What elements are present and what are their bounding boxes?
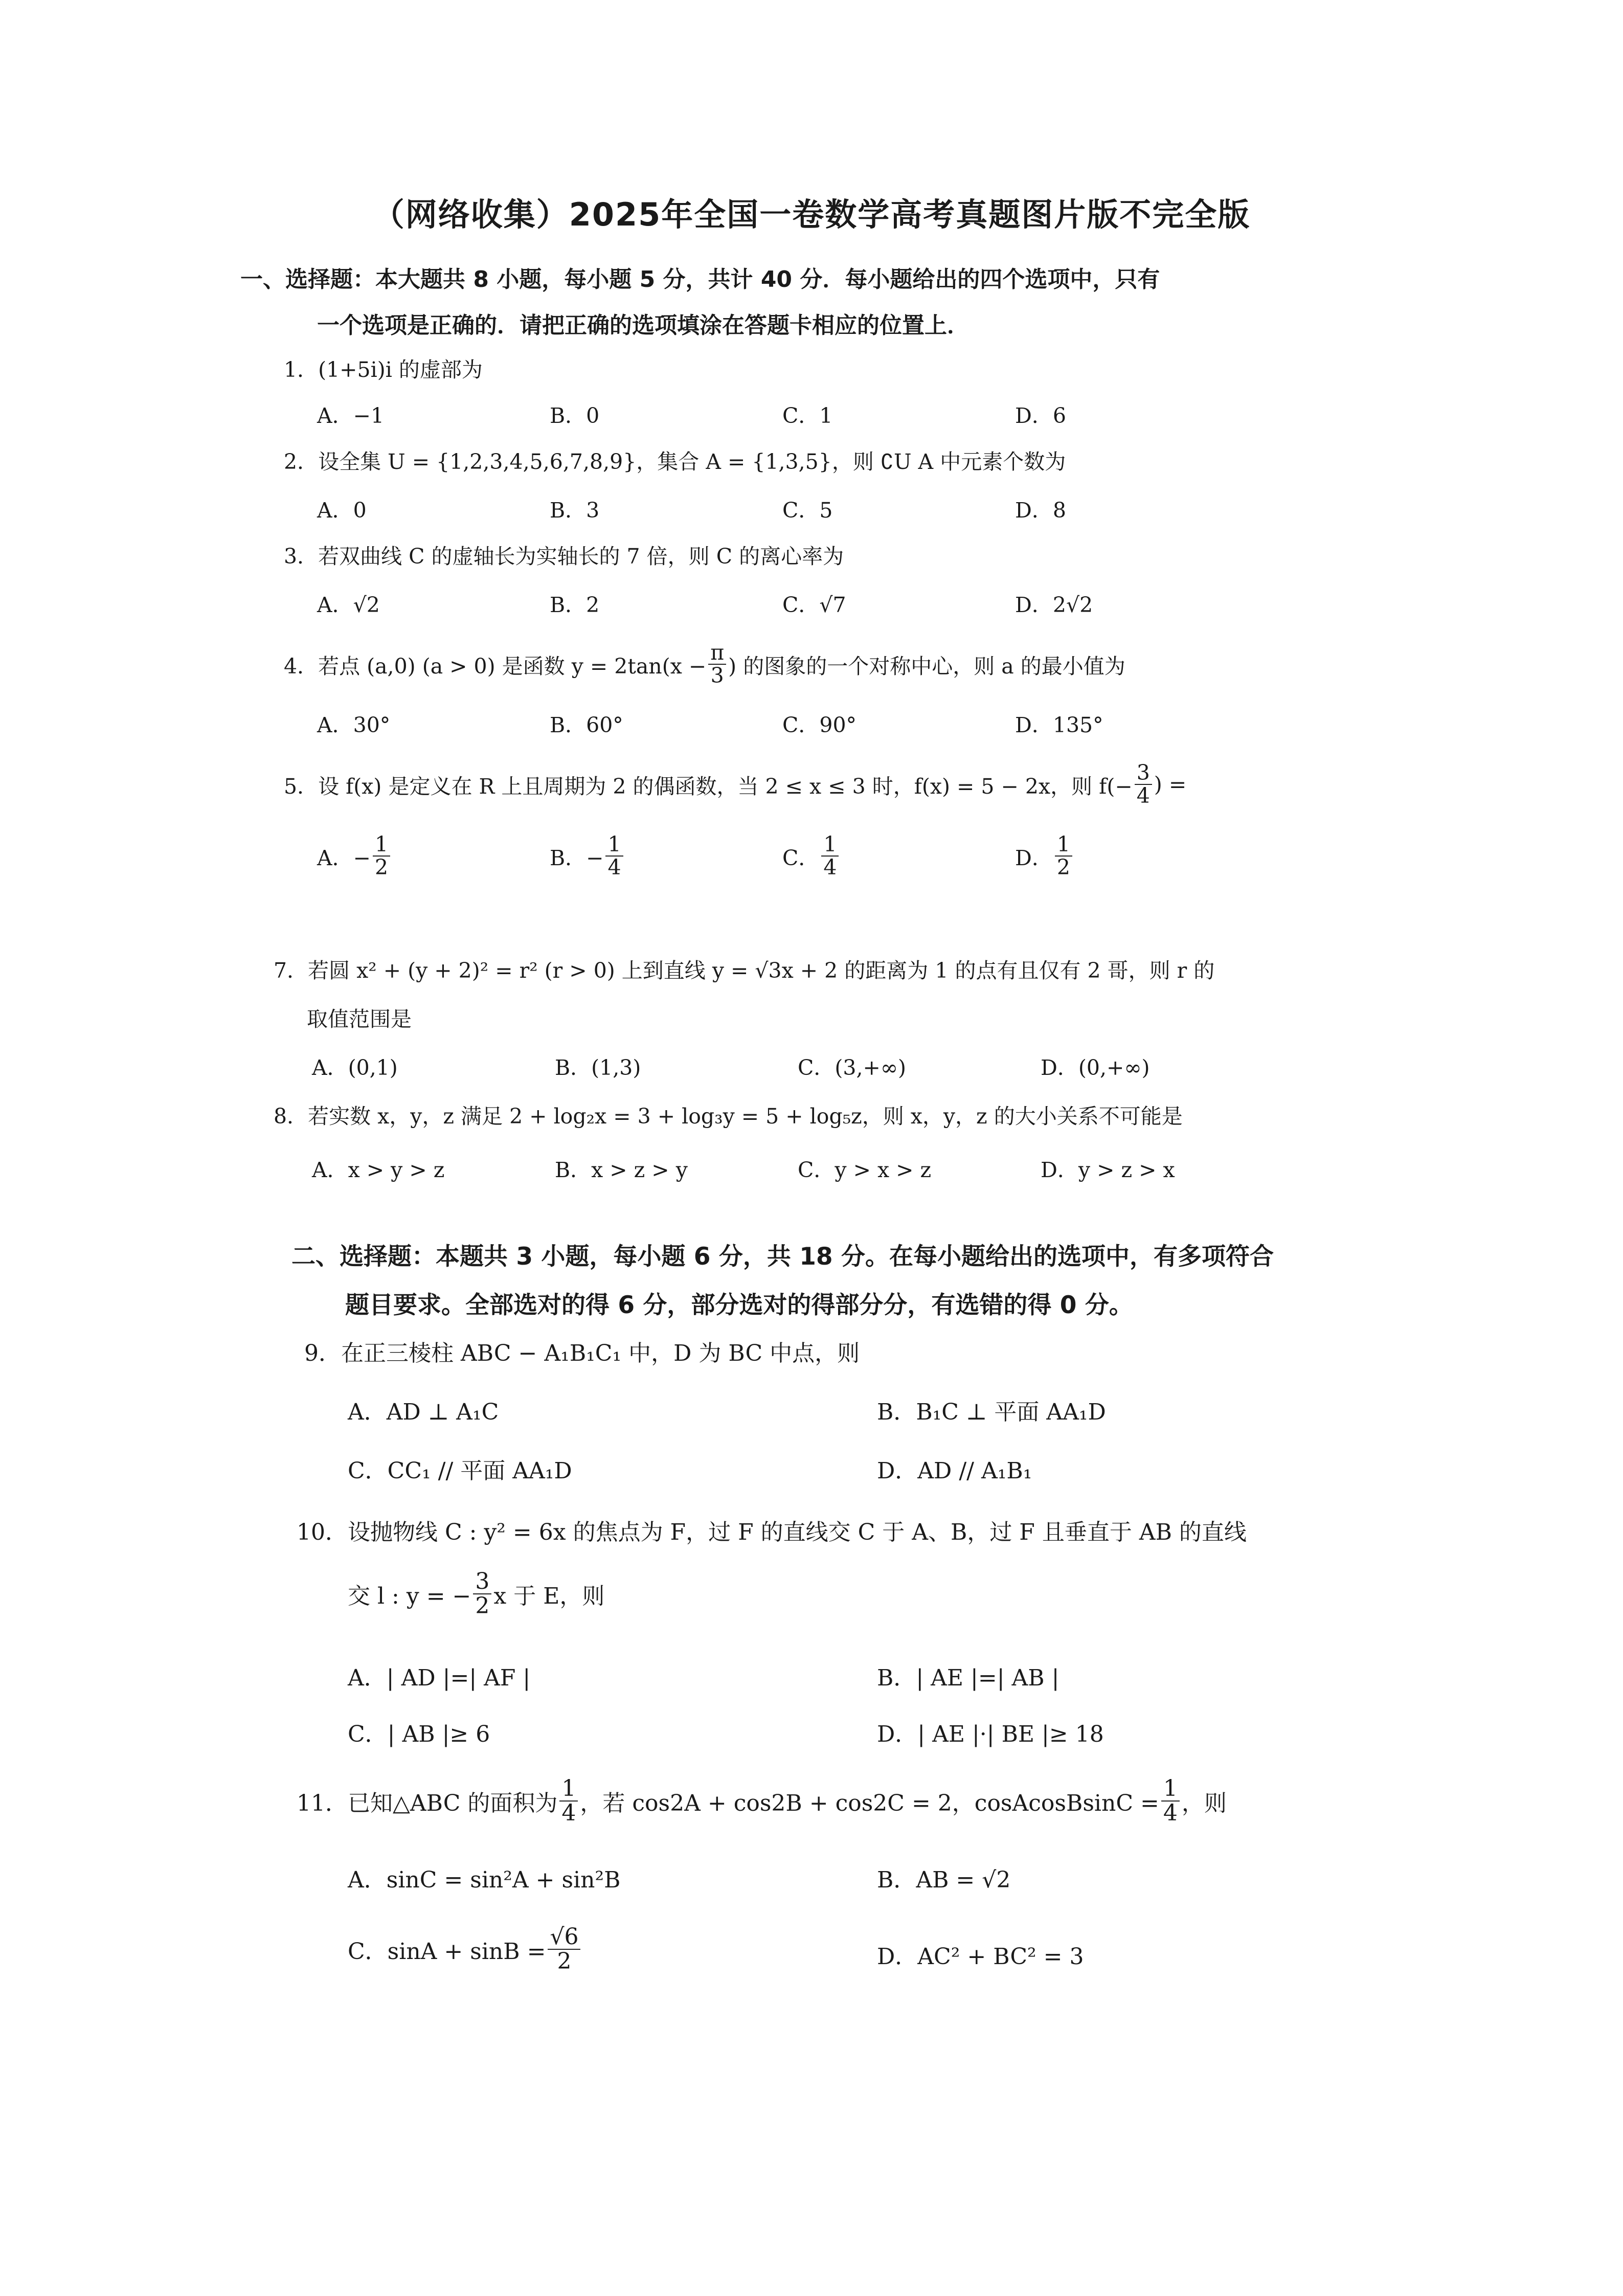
- q11-c-den: 2: [557, 1948, 572, 1975]
- q11-fraction-1: [559, 1777, 578, 1825]
- q5-fraction: [1135, 762, 1152, 807]
- q9-option-c: C．CC₁ // 平面 AA₁D: [348, 1458, 572, 1484]
- q10-stem-part1: 交 l : y = −: [348, 1583, 471, 1610]
- q11-option-a: A．sinC = sin²A + sin²B: [348, 1867, 621, 1893]
- q11-stem-part2: ，若 cos2A + cos2B + cos2C = 2，cosAcosBsinC =: [580, 1790, 1159, 1817]
- q5-option-a-fraction: [373, 834, 390, 879]
- q5-option-a-label: A．−: [317, 845, 371, 870]
- q10-stem-part2: x 于 E，则: [493, 1583, 605, 1610]
- q9-option-d: D．AD // A₁B₁: [877, 1458, 1032, 1484]
- section2-heading-line2: 题目要求。全部选对的得 6 分，部分选对的得部分分，有选错的得 0 分。: [345, 1291, 1133, 1319]
- q11-option-c: [348, 1925, 582, 1973]
- q5-c-num: 1: [821, 834, 839, 857]
- q5-option-c-label: C．: [782, 845, 820, 870]
- q10-option-a: A．| AD |=| AF |: [348, 1665, 531, 1691]
- question-2-stem: 2．设全集 U = {1,2,3,4,5,6,7,8,9}，集合 A = {1,3,5}，则 ∁U A 中元素个数为: [284, 449, 1066, 474]
- q10-option-b: B．| AE |=| AB |: [877, 1665, 1060, 1691]
- q9-option-b: B．B₁C ⊥ 平面 AA₁D: [877, 1399, 1106, 1425]
- q3-option-d: D．2√2: [1015, 593, 1093, 617]
- q2-option-c: C．5: [782, 498, 833, 523]
- q2-option-b: B．3: [550, 498, 600, 523]
- q5-b-den: 4: [607, 855, 621, 880]
- q11-option-c-label: C．sinA + sinB =: [348, 1939, 546, 1965]
- q4-option-a: A．30°: [317, 713, 391, 737]
- q11-frac1-den: 4: [561, 1800, 576, 1827]
- q11-c-num: √6: [548, 1925, 580, 1950]
- q4-stem-part1: 4．若点 (a,0) (a > 0) 是函数 y = 2tan(x −: [284, 654, 707, 679]
- q3-option-b: B．2: [550, 593, 600, 617]
- q4-option-c: C．90°: [782, 713, 857, 737]
- q11-stem-part1: 11．已知△ABC 的面积为: [297, 1790, 558, 1817]
- q5-d-num: 1: [1055, 834, 1072, 857]
- q2-option-d: D．8: [1015, 498, 1066, 523]
- q5-d-den: 2: [1056, 855, 1070, 880]
- q11-frac2-num: 1: [1161, 1777, 1180, 1802]
- q5-option-b-label: B．−: [550, 845, 604, 870]
- q1-option-c: C．1: [782, 403, 833, 428]
- q5-frac-den: 4: [1136, 783, 1150, 808]
- q7-option-c: C．(3,+∞): [798, 1055, 906, 1080]
- q5-option-d-label: D．: [1015, 845, 1053, 870]
- q5-option-a: [317, 834, 392, 879]
- question-9-stem: 9．在正三棱柱 ABC − A₁B₁C₁ 中，D 为 BC 中点，则: [304, 1340, 860, 1366]
- q10-option-c: C．| AB |≥ 6: [348, 1721, 490, 1747]
- q5-option-d: [1015, 834, 1074, 879]
- q5-option-b-fraction: [605, 834, 623, 879]
- q4-frac-num: π: [708, 642, 726, 665]
- q4-stem-part2: ) 的图象的一个对称中心，则 a 的最小值为: [728, 654, 1125, 679]
- q5-frac-num: 3: [1135, 762, 1152, 785]
- q8-option-d: D．y > z > x: [1041, 1158, 1175, 1182]
- q5-stem-part2: ) =: [1154, 772, 1187, 797]
- q11-stem-part3: ，则: [1181, 1790, 1227, 1817]
- question-4-stem: [284, 642, 1125, 687]
- q5-b-num: 1: [605, 834, 623, 857]
- q10-option-d: D．| AE |·| BE |≥ 18: [877, 1721, 1104, 1747]
- q4-fraction: [708, 642, 726, 687]
- q11-option-b: B．AB = √2: [877, 1867, 1011, 1893]
- question-5-stem: [284, 762, 1186, 807]
- q5-option-b: [550, 834, 625, 879]
- q11-fraction-2: [1161, 1777, 1180, 1825]
- q11-frac1-num: 1: [559, 1777, 578, 1802]
- question-10-stem-line1: 10．设抛物线 C : y² = 6x 的焦点为 F，过 F 的直线交 C 于 A、B，过 F 且垂直于 AB 的直线: [297, 1519, 1247, 1545]
- q7-option-d: D．(0,+∞): [1041, 1055, 1150, 1080]
- q8-option-b: B．x > z > y: [555, 1158, 688, 1182]
- question-8-stem: 8．若实数 x，y，z 满足 2 + log₂x = 3 + log₃y = 5 + log₅z，则 x，y，z 的大小关系不可能是: [274, 1104, 1183, 1129]
- q11-option-d: D．AC² + BC² = 3: [877, 1944, 1084, 1970]
- question-7-stem-line2: 取值范围是: [307, 1007, 412, 1031]
- q5-option-d-fraction: [1055, 834, 1072, 879]
- question-1-stem: 1．(1+5i)i 的虚部为: [284, 357, 483, 382]
- q5-c-den: 4: [823, 855, 837, 880]
- q8-option-c: C．y > x > z: [798, 1158, 932, 1182]
- q11-frac2-den: 4: [1163, 1800, 1178, 1827]
- question-7-stem-line1: 7．若圆 x² + (y + 2)² = r² (r > 0) 上到直线 y = √3x + 2 的距离为 1 的点有且仅有 2 哥，则 r 的: [274, 958, 1215, 983]
- q5-stem-part1: 5．设 f(x) 是定义在 R 上且周期为 2 的偶函数，当 2 ≤ x ≤ 3 时，f(x) = 5 − 2x，则 f(−: [284, 774, 1133, 799]
- q10-fraction: [473, 1570, 491, 1618]
- question-10-stem-line2: [348, 1570, 604, 1618]
- q5-option-c: [782, 834, 841, 879]
- q5-a-num: 1: [373, 834, 390, 857]
- q5-a-den: 2: [374, 855, 389, 880]
- q1-option-b: B．0: [550, 403, 600, 428]
- q8-option-a: A．x > y > z: [312, 1158, 445, 1182]
- q9-option-a: A．AD ⊥ A₁C: [348, 1399, 499, 1425]
- q10-frac-den: 2: [475, 1593, 490, 1619]
- q10-frac-num: 3: [473, 1570, 491, 1594]
- q5-option-c-fraction: [821, 834, 839, 879]
- q2-option-a: A．0: [317, 498, 367, 523]
- q3-option-a: A．√2: [317, 593, 380, 617]
- q4-option-d: D．135°: [1015, 713, 1103, 737]
- question-3-stem: 3．若双曲线 C 的虚轴长为实轴长的 7 倍，则 C 的离心率为: [284, 544, 844, 569]
- section2-heading-line1: 二、选择题：本题共 3 小题，每小题 6 分，共 18 分。在每小题给出的选项中，有多项符合: [291, 1243, 1274, 1271]
- q11-option-c-fraction: [548, 1925, 580, 1973]
- section1-heading-line1: 一、选择题：本大题共 8 小题，每小题 5 分，共计 40 分．每小题给出的四个选项中，只有: [240, 266, 1160, 292]
- section1-heading-line2: 一个选项是正确的．请把正确的选项填涂在答题卡相应的位置上．: [317, 312, 970, 339]
- question-11-stem: [297, 1777, 1227, 1825]
- page-title: （网络收集）2025年全国一卷数学高考真题图片版不完全版: [372, 196, 1251, 233]
- q4-option-b: B．60°: [550, 713, 623, 737]
- q7-option-a: A．(0,1): [312, 1055, 398, 1080]
- q3-option-c: C．√7: [782, 593, 846, 617]
- q1-option-a: A．−1: [317, 403, 385, 428]
- q1-option-d: D．6: [1015, 403, 1066, 428]
- q7-option-b: B．(1,3): [555, 1055, 641, 1080]
- q4-frac-den: 3: [710, 663, 724, 688]
